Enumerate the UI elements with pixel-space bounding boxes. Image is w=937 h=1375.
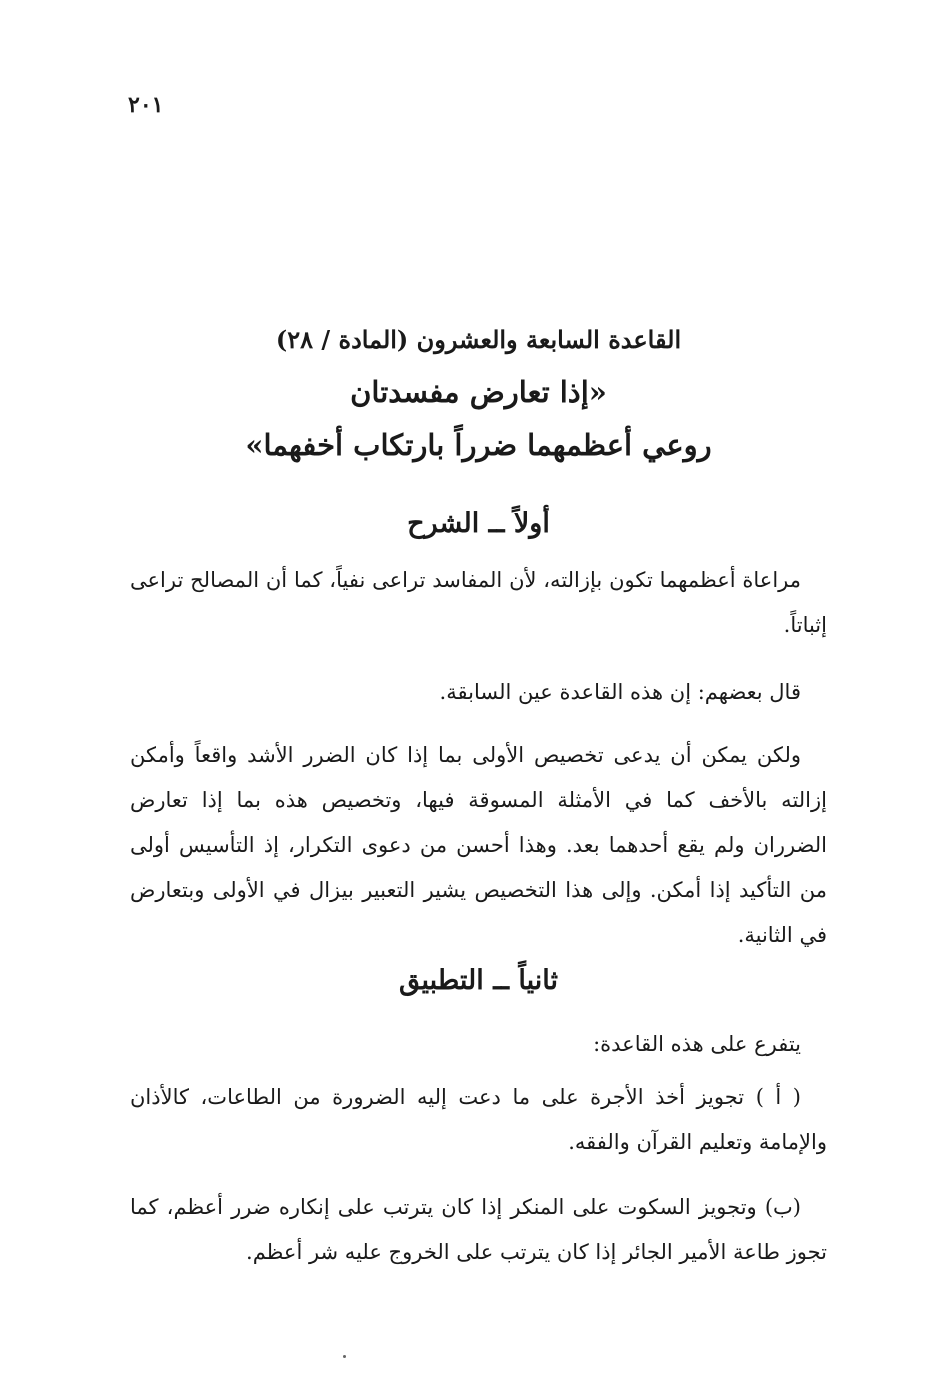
section-heading-application: ثانياً ــ التطبيق	[398, 965, 559, 996]
paragraph-application-intro	[130, 1022, 827, 1067]
paragraph-text: (ب) وتجويز السكوت على المنكر إذا كان يترتب على إنكاره ضرر أعظم، كما تجوز طاعة الأمير الجائر إذا كان يترتب على الخروج عليه شر أعظم.	[130, 1195, 827, 1264]
paragraph-text: يتفرع على هذه القاعدة:	[593, 1032, 801, 1056]
paragraph-explanation-1	[130, 558, 827, 648]
paragraph-text: مراعاة أعظمهما تكون بإزالته، لأن المفاسد تراعى نفياً، كما أن المصالح تراعى إثباتاً.	[130, 568, 827, 637]
page-number: ٢٠١	[128, 92, 164, 118]
paragraph-text: ولكن يمكن أن يدعى تخصيص الأولى بما إذا كان الضرر الأشد واقعاً وأمكن إزالته بالأخف كما في الأمثلة المسوقة فيها، وتخصيص هذه بما إذا تعارض الضرران ولم يقع أحدهما بعد. وهذا أحسن من دعوى التكرار، إذ التأسيس أولى من التأكيد إذا أمكن. وإلى هذا التخصيص يشير التعبير بيزال في الأولى وبتعارض في الثانية.	[130, 743, 827, 947]
section-heading-explanation: أولاً ــ الشرح	[407, 508, 550, 539]
paragraph-explanation-2	[130, 670, 827, 715]
paragraph-explanation-3	[130, 733, 827, 958]
rule-title-line2: روعي أعظمهما ضرراً بارتكاب أخفهما»	[245, 428, 712, 462]
paragraph-text: قال بعضهم: إن هذه القاعدة عين السابقة.	[439, 680, 801, 704]
rule-title-line1: «إذا تعارض مفسدتان	[350, 375, 607, 409]
paragraph-application-b	[130, 1185, 827, 1275]
page-speck	[343, 1355, 346, 1358]
rule-heading: القاعدة السابعة والعشرون (المادة / ٢٨)	[275, 325, 682, 354]
paragraph-text: ( أ ) تجويز أخذ الأجرة على ما دعت إليه الضرورة من الطاعات، كالأذان والإمامة وتعليم القرآن والفقه.	[130, 1085, 827, 1154]
paragraph-application-a	[130, 1075, 827, 1165]
